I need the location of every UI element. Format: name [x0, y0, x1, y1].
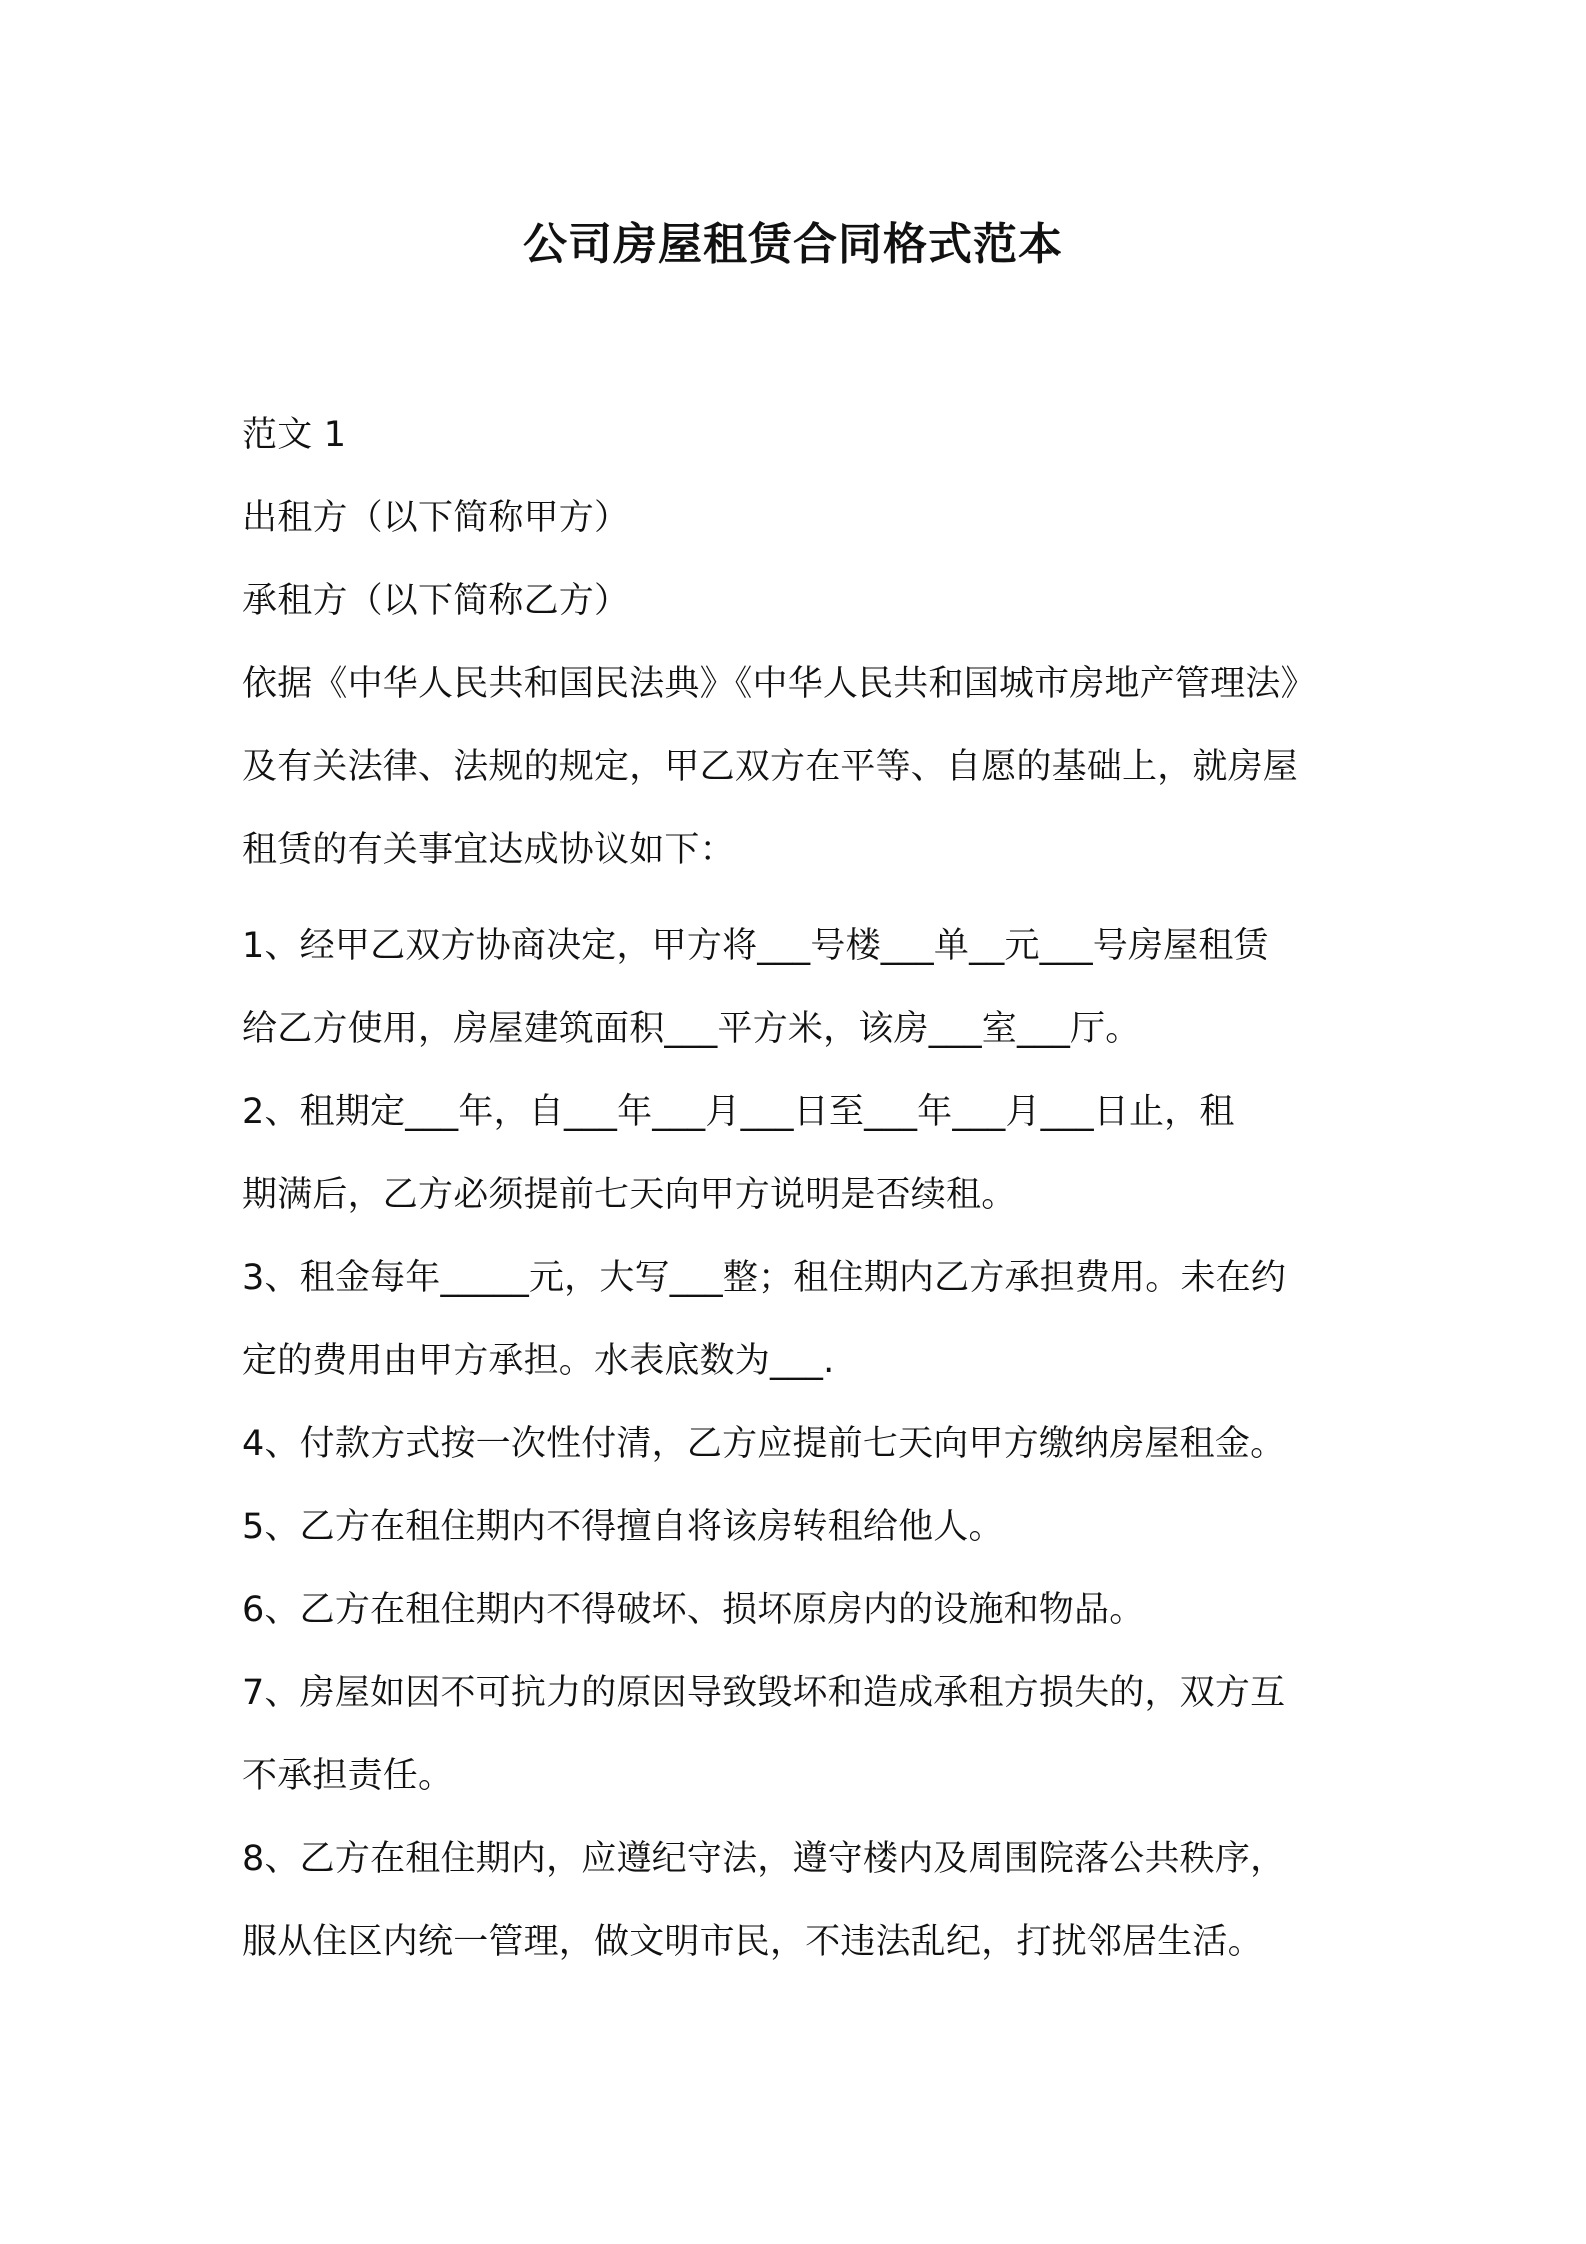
clause-1-line-1: 1、经甲乙双方协商决定，甲方将___号楼___单__元___号房屋租赁	[242, 926, 1269, 966]
clause-5-line: 5、乙方在租住期内不得擅自将该房转租给他人。	[242, 1507, 1004, 1547]
clause-4-line: 4、付款方式按一次性付清，乙方应提前七天向甲方缴纳房屋租金。	[242, 1424, 1286, 1464]
clause-3-line-1: 3、租金每年_____元，大写___整；租住期内乙方承担费用。未在约	[242, 1258, 1287, 1298]
clause-7-line-2: 不承担责任。	[242, 1756, 454, 1796]
clause-7-line-1: 7、房屋如因不可抗力的原因导致毁坏和造成承租方损失的，双方互	[242, 1673, 1286, 1713]
preamble-line-3: 租赁的有关事宜达成协议如下：	[242, 830, 735, 870]
document-title: 公司房屋租赁合同格式范本	[523, 219, 1063, 270]
clause-8-line-2: 服从住区内统一管理，做文明市民，不违法乱纪，打扰邻居生活。	[242, 1922, 1263, 1962]
clause-1-line-2: 给乙方使用，房屋建筑面积___平方米，该房___室___厅。	[242, 1009, 1141, 1049]
clause-8-line-1: 8、乙方在租住期内，应遵纪守法，遵守楼内及周围院落公共秩序，	[242, 1839, 1286, 1879]
preamble-line-1: 依据《中华人民共和国民法典》《中华人民共和国城市房地产管理法》	[242, 664, 1316, 704]
clause-6-line: 6、乙方在租住期内不得破坏、损坏原房内的设施和物品。	[242, 1590, 1145, 1630]
clause-2-line-1: 2、租期定___年，自___年___月___日至___年___月___日止，租	[242, 1092, 1235, 1132]
lessee-line: 承租方（以下简称乙方）	[242, 581, 630, 621]
lessor-line: 出租方（以下简称甲方）	[242, 498, 630, 538]
clause-3-line-2: 定的费用由甲方承担。水表底数为___.	[242, 1341, 835, 1381]
sample-heading: 范文 1	[242, 415, 347, 455]
clause-2-line-2: 期满后，乙方必须提前七天向甲方说明是否续租。	[242, 1175, 1017, 1215]
preamble-line-2: 及有关法律、法规的规定，甲乙双方在平等、自愿的基础上，就房屋	[242, 747, 1299, 787]
